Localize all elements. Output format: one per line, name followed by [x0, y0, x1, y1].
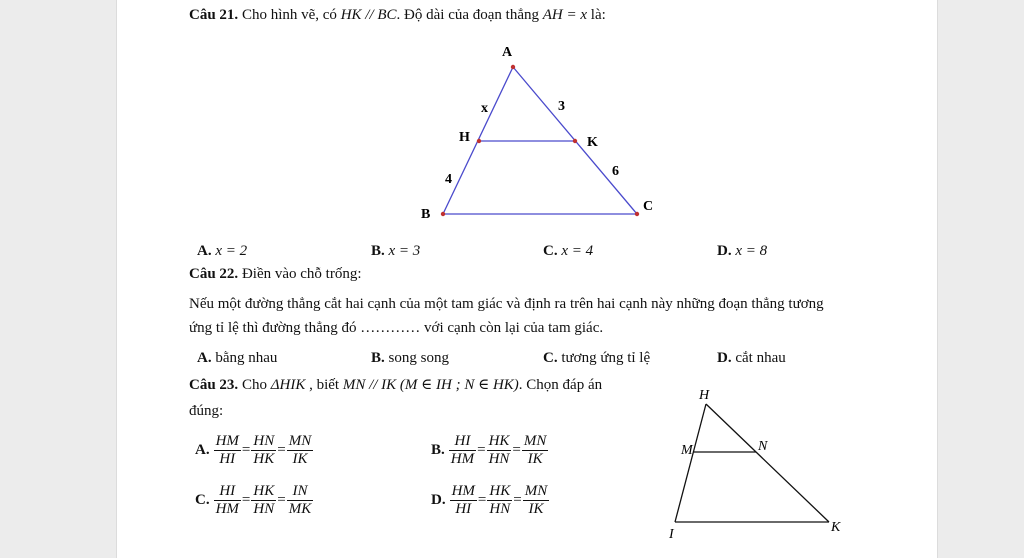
- fraction: $\frac{HK}{HN}$: [488, 433, 510, 467]
- q23-number: Câu 23.: [189, 377, 239, 393]
- fraction: $\frac{IN}{MK}$: [288, 483, 312, 517]
- fraction: $\frac{HK}{HN}$: [489, 483, 511, 517]
- q23-side-hi: [675, 404, 706, 522]
- fraction: $\frac{MN}{IK}$: [288, 433, 312, 467]
- q21-number: Câu 21.: [189, 7, 239, 23]
- q21-point-c: [635, 212, 639, 216]
- q23-math2: MN // IK (M ∈ IH ; N ∈ HK): [342, 377, 519, 393]
- q21-label-x: x: [481, 101, 488, 116]
- q21-label-c: C: [643, 199, 654, 214]
- q21-triangle-figure: [407, 40, 667, 230]
- q23-line2: đúng:: [189, 403, 224, 419]
- q21-text-mid: . Độ dài của đoạn thẳng: [396, 7, 539, 23]
- q22-option-a: A. bằng nhau: [197, 350, 278, 366]
- q23-side-hk: [706, 404, 829, 522]
- q21-label-k: K: [587, 135, 598, 150]
- q22-header: [189, 266, 362, 283]
- fraction: $\frac{MN}{IK}$: [524, 483, 548, 517]
- fraction: $\frac{HI}{HM}$: [450, 433, 475, 467]
- q21-point-h: [477, 139, 481, 143]
- q21-option-d: D. x = 8: [717, 243, 768, 259]
- q21-option-c: C. x = 4: [543, 243, 594, 259]
- q22-line1: Nếu một đường thẳng cắt hai cạnh của một tam giác và định ra trên hai cạnh này những đoạn thẳng tương: [189, 296, 824, 312]
- q23-triangle-figure: [665, 386, 865, 551]
- q23-label-h: H: [699, 388, 710, 403]
- q21-option-b: B. x = 3: [371, 243, 421, 259]
- q23-option-a: A. $\frac{HM}{HI}$ = $\frac{HN}{HK}$ = $\frac{MN}{IK}$: [195, 433, 312, 467]
- q22-title: Điền vào chỗ trống:: [241, 266, 362, 282]
- document-page: [116, 0, 938, 558]
- fraction: $\frac{HK}{HN}$: [253, 483, 275, 517]
- q23-option-b: B. $\frac{HI}{HM}$ = $\frac{HK}{HN}$ = $\frac{MN}{IK}$: [431, 433, 547, 467]
- q23-math1: ΔHIK: [270, 377, 306, 393]
- q23-option-c: C. $\frac{HI}{HM}$ = $\frac{HK}{HN}$ = $\frac{IN}{MK}$: [195, 483, 312, 517]
- fraction: $\frac{HM}{HI}$: [451, 483, 475, 517]
- q21-math2: AH = x: [542, 7, 588, 23]
- fraction: $\frac{MN}{IK}$: [523, 433, 547, 467]
- fraction: $\frac{HI}{HM}$: [215, 483, 239, 517]
- q22-line2: ứng tỉ lệ thì đường thẳng đó ………… với cạnh còn lại của tam giác.: [189, 320, 604, 336]
- fraction: $\frac{HN}{HK}$: [253, 433, 275, 467]
- q21-label-h: H: [459, 130, 470, 145]
- q21-math1: HK // BC: [340, 7, 397, 23]
- fraction: $\frac{HM}{HI}$: [215, 433, 239, 467]
- q21-option-a: A. x = 2: [197, 243, 248, 259]
- q23-label-i: I: [669, 527, 674, 542]
- q23-text-before: Cho: [241, 377, 267, 393]
- q23-text-mid: , biết: [309, 377, 340, 393]
- q23-header: [189, 375, 602, 394]
- q21-point-a: [511, 65, 515, 69]
- q23-label-m: M: [681, 443, 693, 458]
- q22-option-c: C. tương ứng tỉ lệ: [543, 350, 651, 366]
- q21-label-4: 4: [445, 172, 452, 187]
- q22-number: Câu 22.: [189, 266, 239, 282]
- q21-text-before: Cho hình vẽ, có: [241, 7, 337, 23]
- q21-point-b: [441, 212, 445, 216]
- q21-header: [189, 7, 606, 24]
- q23-text-after: . Chọn đáp án: [518, 377, 603, 393]
- q21-label-6: 6: [612, 164, 619, 179]
- q21-point-k: [573, 139, 577, 143]
- q21-label-3: 3: [558, 99, 565, 114]
- q23-option-d: D. $\frac{HM}{HI}$ = $\frac{HK}{HN}$ = $\frac{MN}{IK}$: [431, 483, 548, 517]
- q23-label-k: K: [831, 520, 841, 535]
- q23-label-n: N: [758, 439, 768, 454]
- q22-option-b: B. song song: [371, 350, 449, 366]
- q21-text-after: là:: [590, 7, 606, 23]
- q21-label-a: A: [502, 45, 513, 60]
- q22-option-d: D. cắt nhau: [717, 350, 786, 366]
- q21-label-b: B: [421, 207, 431, 222]
